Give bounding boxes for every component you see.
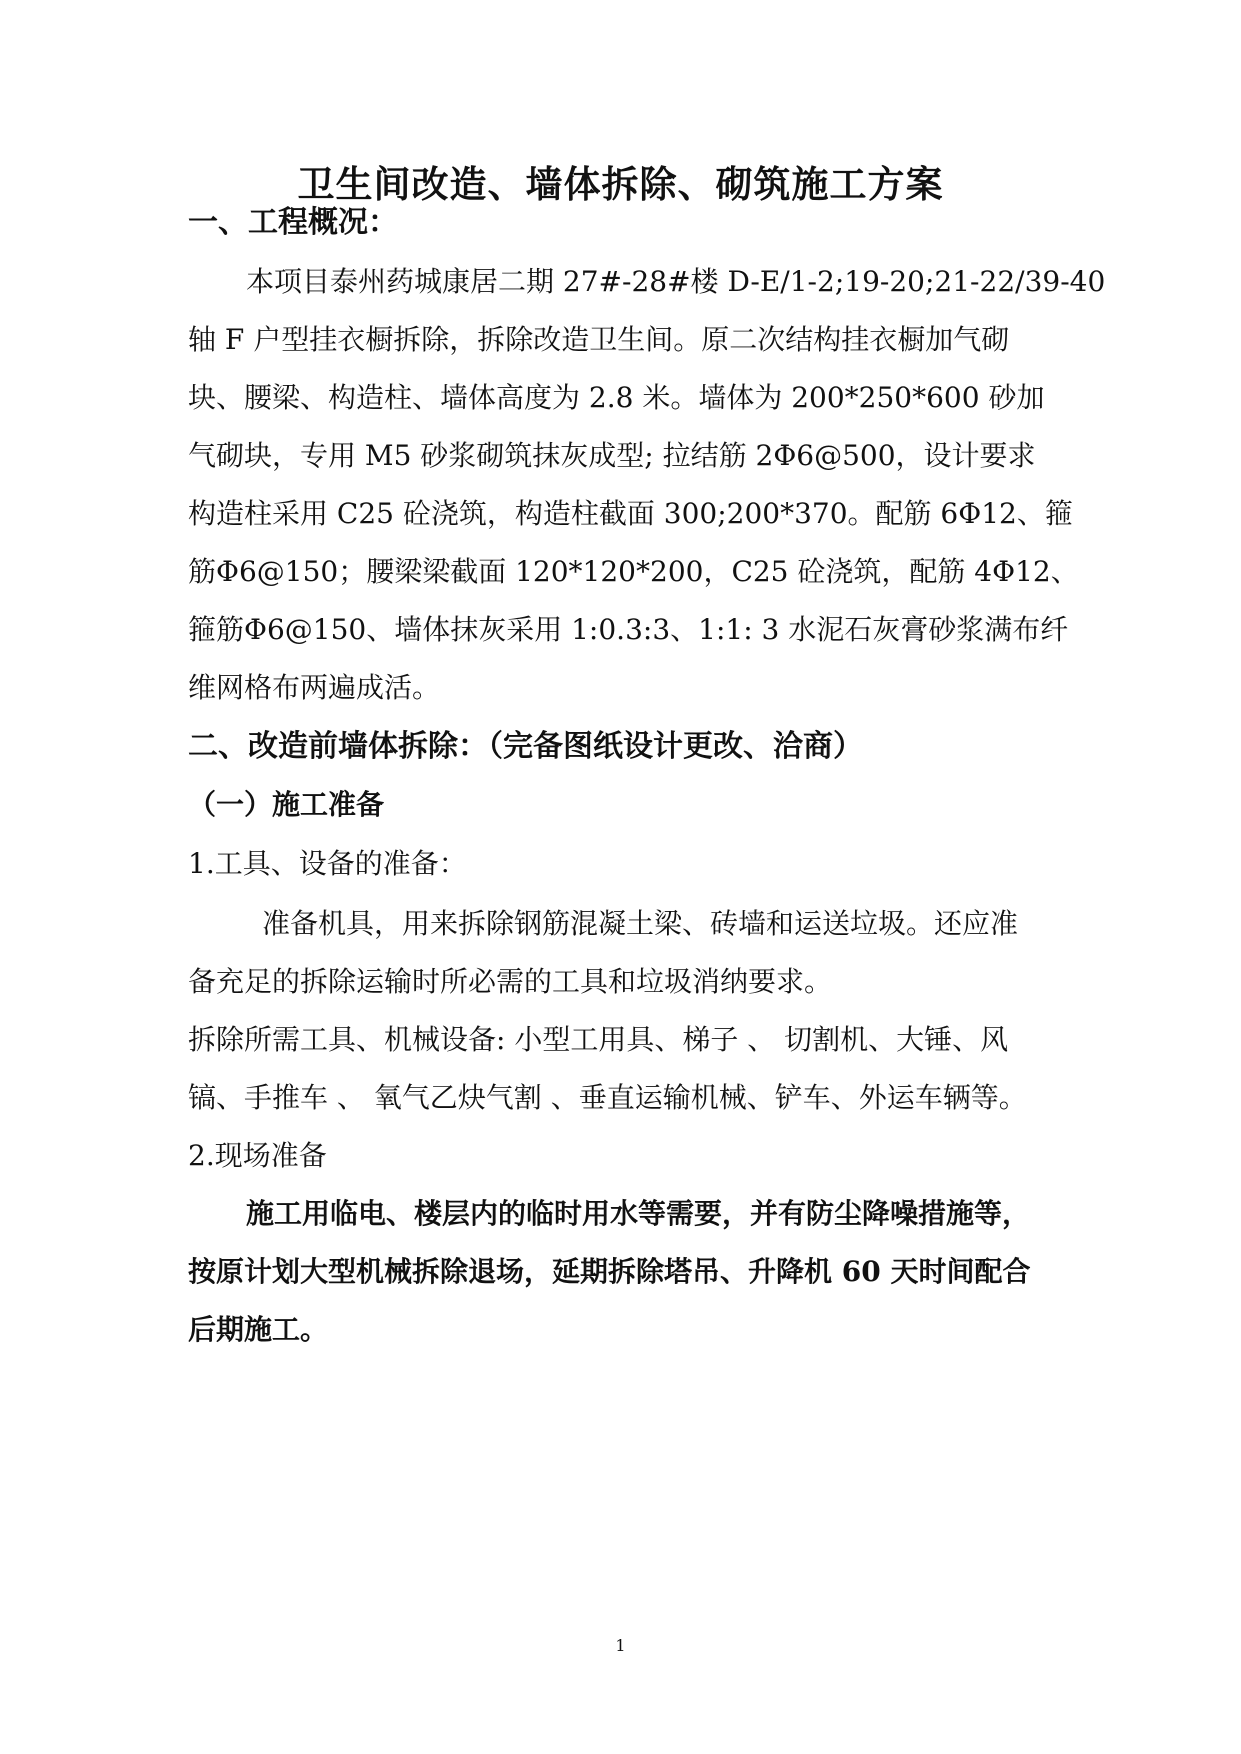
paragraph-line: 箍筋Φ6@150、墙体抹灰采用 1:0.3:3、1:1: 3 水泥石灰膏砂浆满布纤 (188, 613, 1069, 646)
paragraph-line-bold: 后期施工。 (188, 1313, 329, 1346)
section-heading-demolition: 二、改造前墙体拆除：（完备图纸设计更改、洽商） (188, 729, 863, 764)
section-heading-project-overview: 一、工程概况： (188, 205, 398, 240)
document-title: 卫生间改造、墙体拆除、砌筑施工方案 (297, 162, 944, 206)
paragraph-line: 维网格布两遍成活。 (188, 671, 441, 704)
page-number: 1 (615, 1636, 626, 1655)
paragraph-line: 本项目泰州药城康居二期 27#-28#楼 D-E/1-2;19-20;21-22/39-40 (246, 265, 1106, 298)
subsection-heading-preparation: （一）施工准备 (188, 788, 385, 821)
item-heading-site: 2.现场准备 (188, 1139, 327, 1172)
paragraph-line-bold: 按原计划大型机械拆除退场，延期拆除塔吊、升降机 60 天时间配合 (188, 1255, 1031, 1288)
paragraph-line: 构造柱采用 C25 砼浇筑，构造柱截面 300;200*370。配筋 6Φ12、箍 (188, 497, 1073, 530)
paragraph-line: 准备机具，用来拆除钢筋混凝土梁、砖墙和运送垃圾。还应准 (262, 907, 1019, 940)
item-heading-tools: 1.工具、设备的准备： (188, 847, 467, 880)
paragraph-line: 镐、手推车 、 氧气乙炔气割 、垂直运输机械、铲车、外运车辆等。 (188, 1081, 1027, 1114)
paragraph-line: 备充足的拆除运输时所必需的工具和垃圾消纳要求。 (188, 965, 833, 998)
paragraph-line: 轴 F 户型挂衣橱拆除，拆除改造卫生间。原二次结构挂衣橱加气砌 (188, 323, 1010, 356)
paragraph-line: 气砌块，专用 M5 砂浆砌筑抹灰成型; 拉结筋 2Φ6@500，设计要求 (188, 439, 1036, 472)
paragraph-line: 拆除所需工具、机械设备: 小型工用具、梯子 、 切割机、大锤、风 (188, 1023, 1009, 1056)
paragraph-line: 块、腰梁、构造柱、墙体高度为 2.8 米。墙体为 200*250*600 砂加 (188, 381, 1045, 414)
paragraph-line: 筋Φ6@150；腰梁梁截面 120*120*200，C25 砼浇筑，配筋 4Φ12、 (188, 555, 1079, 588)
paragraph-line-bold: 施工用临电、楼层内的临时用水等需要，并有防尘降噪措施等， (246, 1197, 1031, 1230)
